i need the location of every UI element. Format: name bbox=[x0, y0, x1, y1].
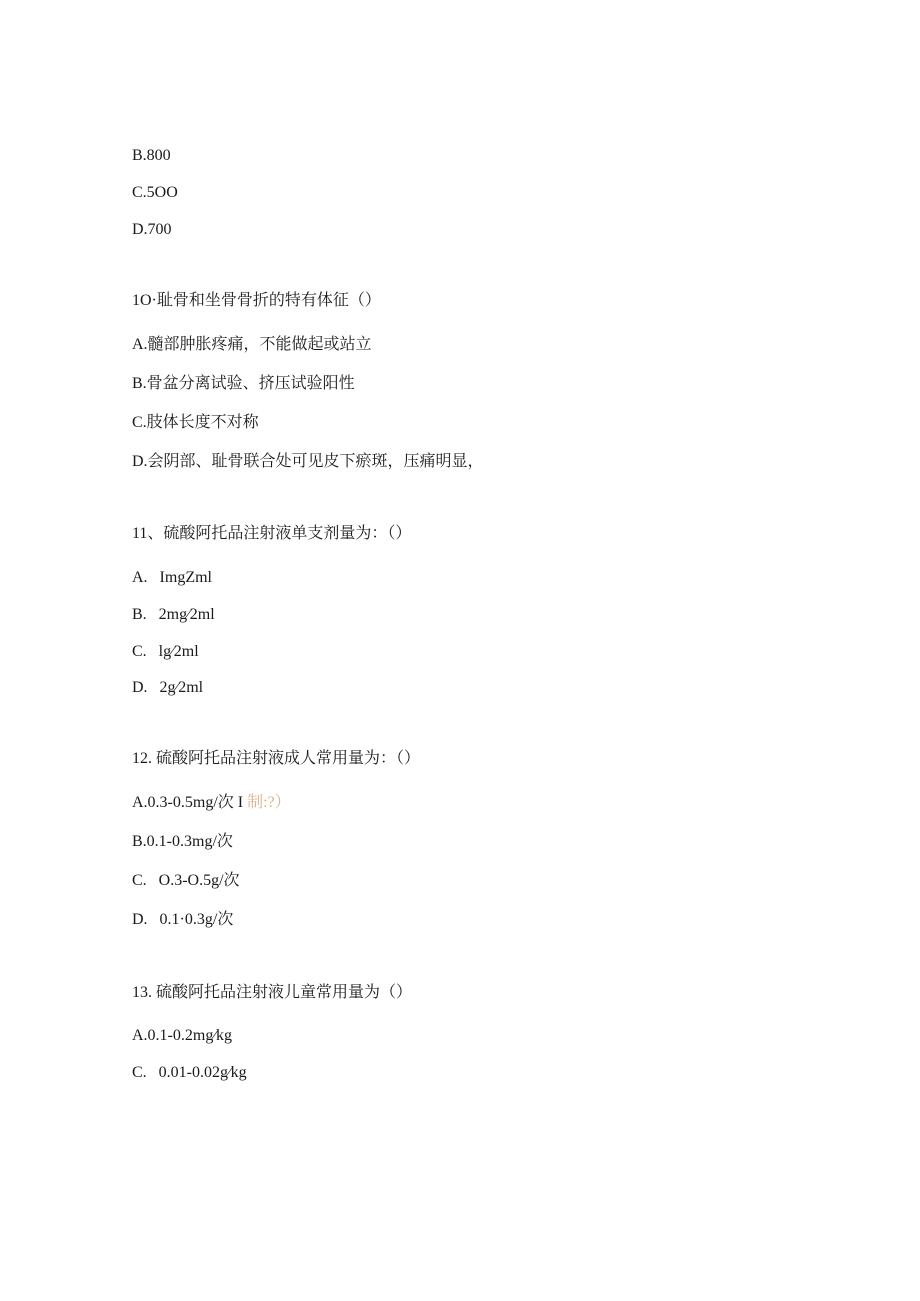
q12-option-a bbox=[132, 793, 291, 813]
q12-option-b: B.0.1-0.3mg/次 bbox=[132, 833, 233, 850]
q11-option-c: C. lg∕2ml bbox=[132, 643, 199, 660]
q10-stem: 1O·耻骨和坐骨骨折的特有体征（） bbox=[132, 292, 381, 309]
q12-stem: 12. 硫酸阿托品注射液成人常用量为：（） bbox=[132, 750, 421, 767]
q13-option-a: A.0.1-0.2mg∕kg bbox=[132, 1027, 232, 1044]
q10-option-d: D.会阴部、耻骨联合处可见皮下瘀斑，压痛明显， bbox=[132, 453, 484, 470]
q10-option-b: B.骨盆分离试验、挤压试验阳性 bbox=[132, 375, 355, 392]
q11-stem: 11、硫酸阿托品注射液单支剂量为：（） bbox=[132, 525, 412, 542]
q9-option-c: C.5OO bbox=[132, 184, 178, 201]
q12-option-d: D. 0.1·0.3g/次 bbox=[132, 911, 234, 928]
q9-option-d: D.700 bbox=[132, 221, 172, 238]
q10-option-c: C.肢体长度不对称 bbox=[132, 414, 259, 431]
q11-option-d: D. 2g∕2ml bbox=[132, 679, 204, 696]
q13-stem: 13. 硫酸阿托品注射液儿童常用量为（） bbox=[132, 984, 413, 1001]
q11-option-b: B. 2mg∕2ml bbox=[132, 606, 215, 623]
q12-option-a-mark: 制:?） bbox=[247, 794, 291, 811]
q11-option-a: A. ImgZml bbox=[132, 569, 212, 586]
q9-option-b: B.800 bbox=[132, 147, 171, 164]
q12-option-c: C. O.3-O.5g/次 bbox=[132, 872, 240, 889]
q12-option-a-text: A.0.3-0.5mg/次 I bbox=[132, 794, 248, 811]
q13-option-c: C. 0.01-0.02g∕kg bbox=[132, 1064, 247, 1081]
q10-option-a: A.髓部肿胀疼痛，不能做起或站立 bbox=[132, 336, 372, 353]
